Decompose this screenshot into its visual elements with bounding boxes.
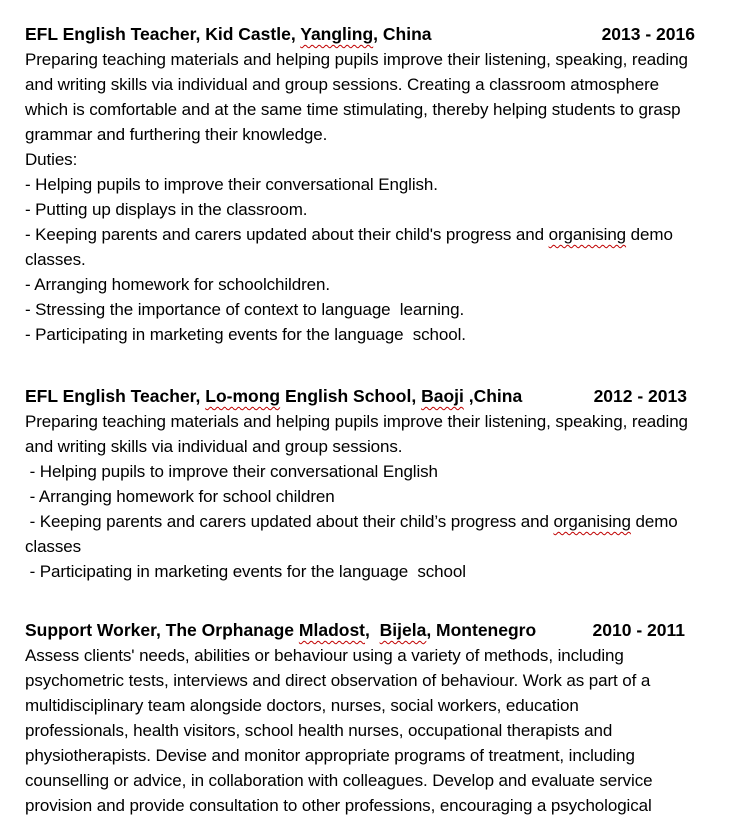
text-segment: physiotherapists. Devise and monitor appropriate programs of treatment, including — [25, 746, 635, 765]
text-line — [25, 222, 734, 247]
text-segment: - Stressing the importance of context to language learning. — [25, 300, 465, 319]
job-title — [25, 384, 522, 409]
text-segment: classes — [25, 537, 81, 556]
text-line — [25, 247, 734, 272]
text-segment: Duties: — [25, 150, 78, 169]
text-segment: and writing skills via individual and group sessions. Creating a classroom atmosphere — [25, 75, 660, 94]
text-line — [25, 509, 734, 534]
job-title — [25, 22, 432, 47]
text-segment: EFL English Teacher, Kid Castle, — [25, 24, 301, 44]
text-segment: demo — [626, 225, 673, 244]
text-segment: - Arranging homework for school children — [25, 487, 335, 506]
text-segment: classes. — [25, 250, 86, 269]
text-line — [25, 272, 734, 297]
job-dates: 2012 - 2013 — [593, 386, 687, 406]
text-segment: - Keeping parents and carers updated about their child's progress and — [25, 225, 549, 244]
misspelled-word: Mladost — [298, 620, 366, 640]
text-segment: , China — [373, 24, 432, 44]
text-line — [25, 434, 734, 459]
text-line — [25, 793, 734, 818]
misspelled-word: Lo-mong — [205, 386, 281, 406]
misspelled-word: Baoji — [421, 386, 464, 406]
job-section — [25, 384, 734, 584]
job-dates: 2013 - 2016 — [601, 24, 695, 44]
text-line — [25, 409, 734, 434]
text-segment: Assess clients' needs, abilities or behaviour using a variety of methods, including — [25, 646, 624, 665]
text-segment: professionals, health visitors, school health nurses, occupational therapists and — [25, 721, 613, 740]
text-segment: multidisciplinary team alongside doctors, nurses, social workers, education — [25, 696, 579, 715]
text-segment: EFL English Teacher, — [25, 386, 206, 406]
sections — [25, 22, 734, 818]
text-segment: - Helping pupils to improve their conversational English — [25, 462, 438, 481]
job-section — [25, 22, 734, 347]
text-line — [25, 534, 734, 559]
job-section — [25, 618, 734, 818]
text-line — [25, 47, 734, 72]
text-line — [25, 297, 734, 322]
text-segment: Preparing teaching materials and helping pupils improve their listening, speaking, reading — [25, 50, 688, 69]
misspelled-word: organising — [548, 225, 627, 244]
text-line — [25, 718, 734, 743]
text-line — [25, 322, 734, 347]
text-segment: Preparing teaching materials and helping pupils improve their listening, speaking, reading — [25, 412, 688, 431]
text-segment: demo — [630, 512, 678, 531]
text-line — [25, 693, 734, 718]
job-header — [25, 618, 685, 643]
text-line — [25, 643, 734, 668]
text-segment: - Participating in marketing events for the language school. — [25, 325, 466, 344]
text-line — [25, 122, 734, 147]
text-segment: - Keeping parents and carers updated about their child’s progress and — [25, 512, 554, 531]
text-segment: English School, — [280, 386, 422, 406]
job-header — [25, 22, 695, 47]
job-dates: 2010 - 2011 — [592, 620, 685, 640]
text-line — [25, 559, 734, 584]
text-line — [25, 72, 734, 97]
text-line — [25, 484, 734, 509]
text-line — [25, 668, 734, 693]
misspelled-word: organising — [553, 512, 631, 531]
text-segment: , Montenegro — [426, 620, 537, 640]
job-header — [25, 384, 687, 409]
text-segment: Support Worker, The Orphanage — [25, 620, 299, 640]
text-line — [25, 172, 734, 197]
text-line — [25, 147, 734, 172]
text-segment: grammar and furthering their knowledge. — [25, 125, 328, 144]
text-segment: - Helping pupils to improve their conversational English. — [25, 175, 438, 194]
text-segment: counselling or advice, in collaboration with colleagues. Develop and evaluate service — [25, 771, 653, 790]
text-segment: provision and provide consultation to other professions, encouraging a psychological — [25, 796, 652, 815]
job-title — [25, 618, 536, 643]
text-line — [25, 197, 734, 222]
text-segment: ,China — [463, 386, 523, 406]
text-line — [25, 743, 734, 768]
text-segment: and writing skills via individual and group sessions. — [25, 437, 403, 456]
text-segment: which is comfortable and at the same time stimulating, thereby helping students to grasp — [25, 100, 681, 119]
misspelled-word: Bijela — [379, 620, 427, 640]
text-line — [25, 459, 734, 484]
text-segment: psychometric tests, interviews and direct observation of behaviour. Work as part of a — [25, 671, 651, 690]
text-segment: - Arranging homework for schoolchildren. — [25, 275, 330, 294]
text-segment: , — [365, 620, 380, 640]
text-line — [25, 97, 734, 122]
text-line — [25, 768, 734, 793]
text-segment: - Putting up displays in the classroom. — [25, 200, 308, 219]
misspelled-word: Yangling — [300, 24, 374, 44]
text-segment: - Participating in marketing events for the language school — [25, 562, 466, 581]
